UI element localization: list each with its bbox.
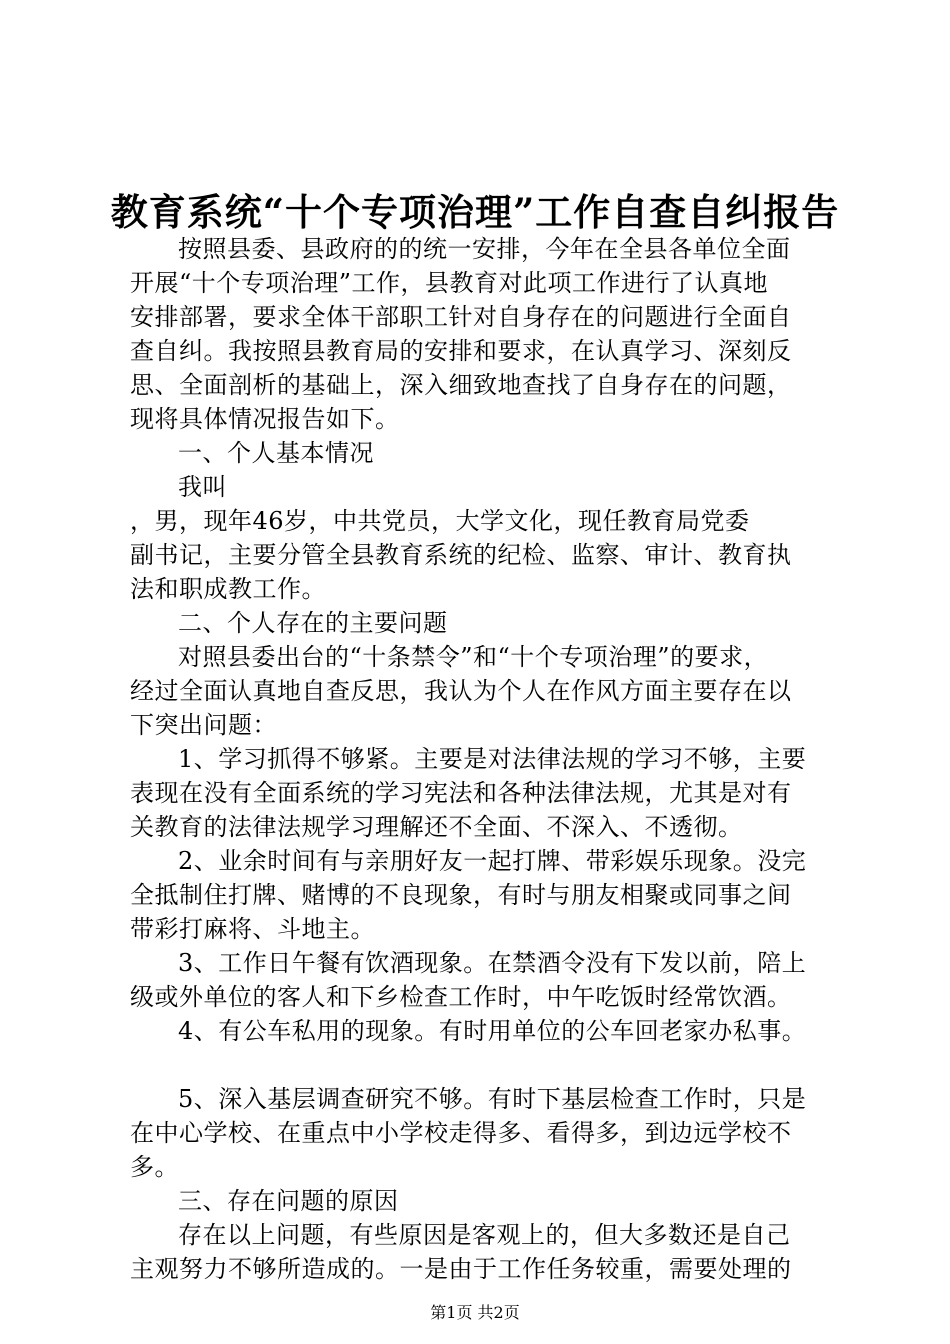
page-footer: 第1页 共2页 [430, 1303, 520, 1322]
section-heading: 二、个人存在的主要问题 [178, 609, 448, 637]
body-line: 表现在没有全面系统的学习宪法和各种法律法规，尤其是对有 [130, 779, 792, 807]
list-item: 3、工作日午餐有饮酒现象。在禁酒令没有下发以前，陪上 [178, 949, 807, 977]
list-item: 5、深入基层调查研究不够。有时下基层检查工作时，只是 [178, 1085, 807, 1113]
body-line: 存在以上问题，有些原因是客观上的，但大多数还是自己 [178, 1221, 791, 1249]
body-line: ，男，现年46岁，中共党员，大学文化，现任教育局党委 [130, 507, 750, 535]
body-line: 我叫 [178, 473, 227, 501]
body-line: 副书记，主要分管全县教育系统的纪检、监察、审计、教育执 [130, 541, 792, 569]
list-item: 2、业余时间有与亲朋好友一起打牌、带彩娱乐现象。没完 [178, 847, 807, 875]
body-line: 安排部署，要求全体干部职工针对自身存在的问题进行全面自 [130, 303, 792, 331]
body-line: 现将具体情况报告如下。 [130, 405, 400, 433]
body-line: 在中心学校、在重点中小学校走得多、看得多，到边远学校不 [130, 1119, 792, 1147]
body-line: 查自纠。我按照县教育局的安排和要求，在认真学习、深刻反 [130, 337, 792, 365]
body-line: 下突出问题： [130, 711, 277, 739]
section-heading: 一、个人基本情况 [178, 439, 374, 467]
body-line: 思、全面剖析的基础上，深入细致地查找了自身存在的问题， [130, 371, 792, 399]
body-line: 经过全面认真地自查反思，我认为个人在作风方面主要存在以 [130, 677, 792, 705]
page-title: 教育系统“十个专项治理”工作自查自纠报告 [110, 190, 840, 234]
body-line: 按照县委、县政府的的统一安排，今年在全县各单位全面 [178, 235, 791, 263]
body-line: 对照县委出台的“十条禁令”和“十个专项治理”的要求， [178, 643, 769, 671]
list-item: 1、学习抓得不够紧。主要是对法律法规的学习不够，主要 [178, 745, 807, 773]
body-line: 级或外单位的客人和下乡检查工作时，中午吃饭时经常饮酒。 [130, 983, 792, 1011]
body-line: 法和职成教工作。 [130, 575, 326, 603]
list-item: 4、有公车私用的现象。有时用单位的公车回老家办私事。 [178, 1017, 807, 1045]
body-line: 关教育的法律法规学习理解还不全面、不深入、不透彻。 [130, 813, 743, 841]
body-line: 主观努力不够所造成的。一是由于工作任务较重，需要处理的 [130, 1255, 792, 1283]
section-heading: 三、存在问题的原因 [178, 1187, 399, 1215]
body-line: 带彩打麻将、斗地主。 [130, 915, 375, 943]
body-line: 全抵制住打牌、赌博的不良现象，有时与朋友相聚或同事之间 [130, 881, 792, 909]
body-line: 开展“十个专项治理”工作，县教育对此项工作进行了认真地 [130, 269, 769, 297]
body-line: 多。 [130, 1153, 179, 1181]
